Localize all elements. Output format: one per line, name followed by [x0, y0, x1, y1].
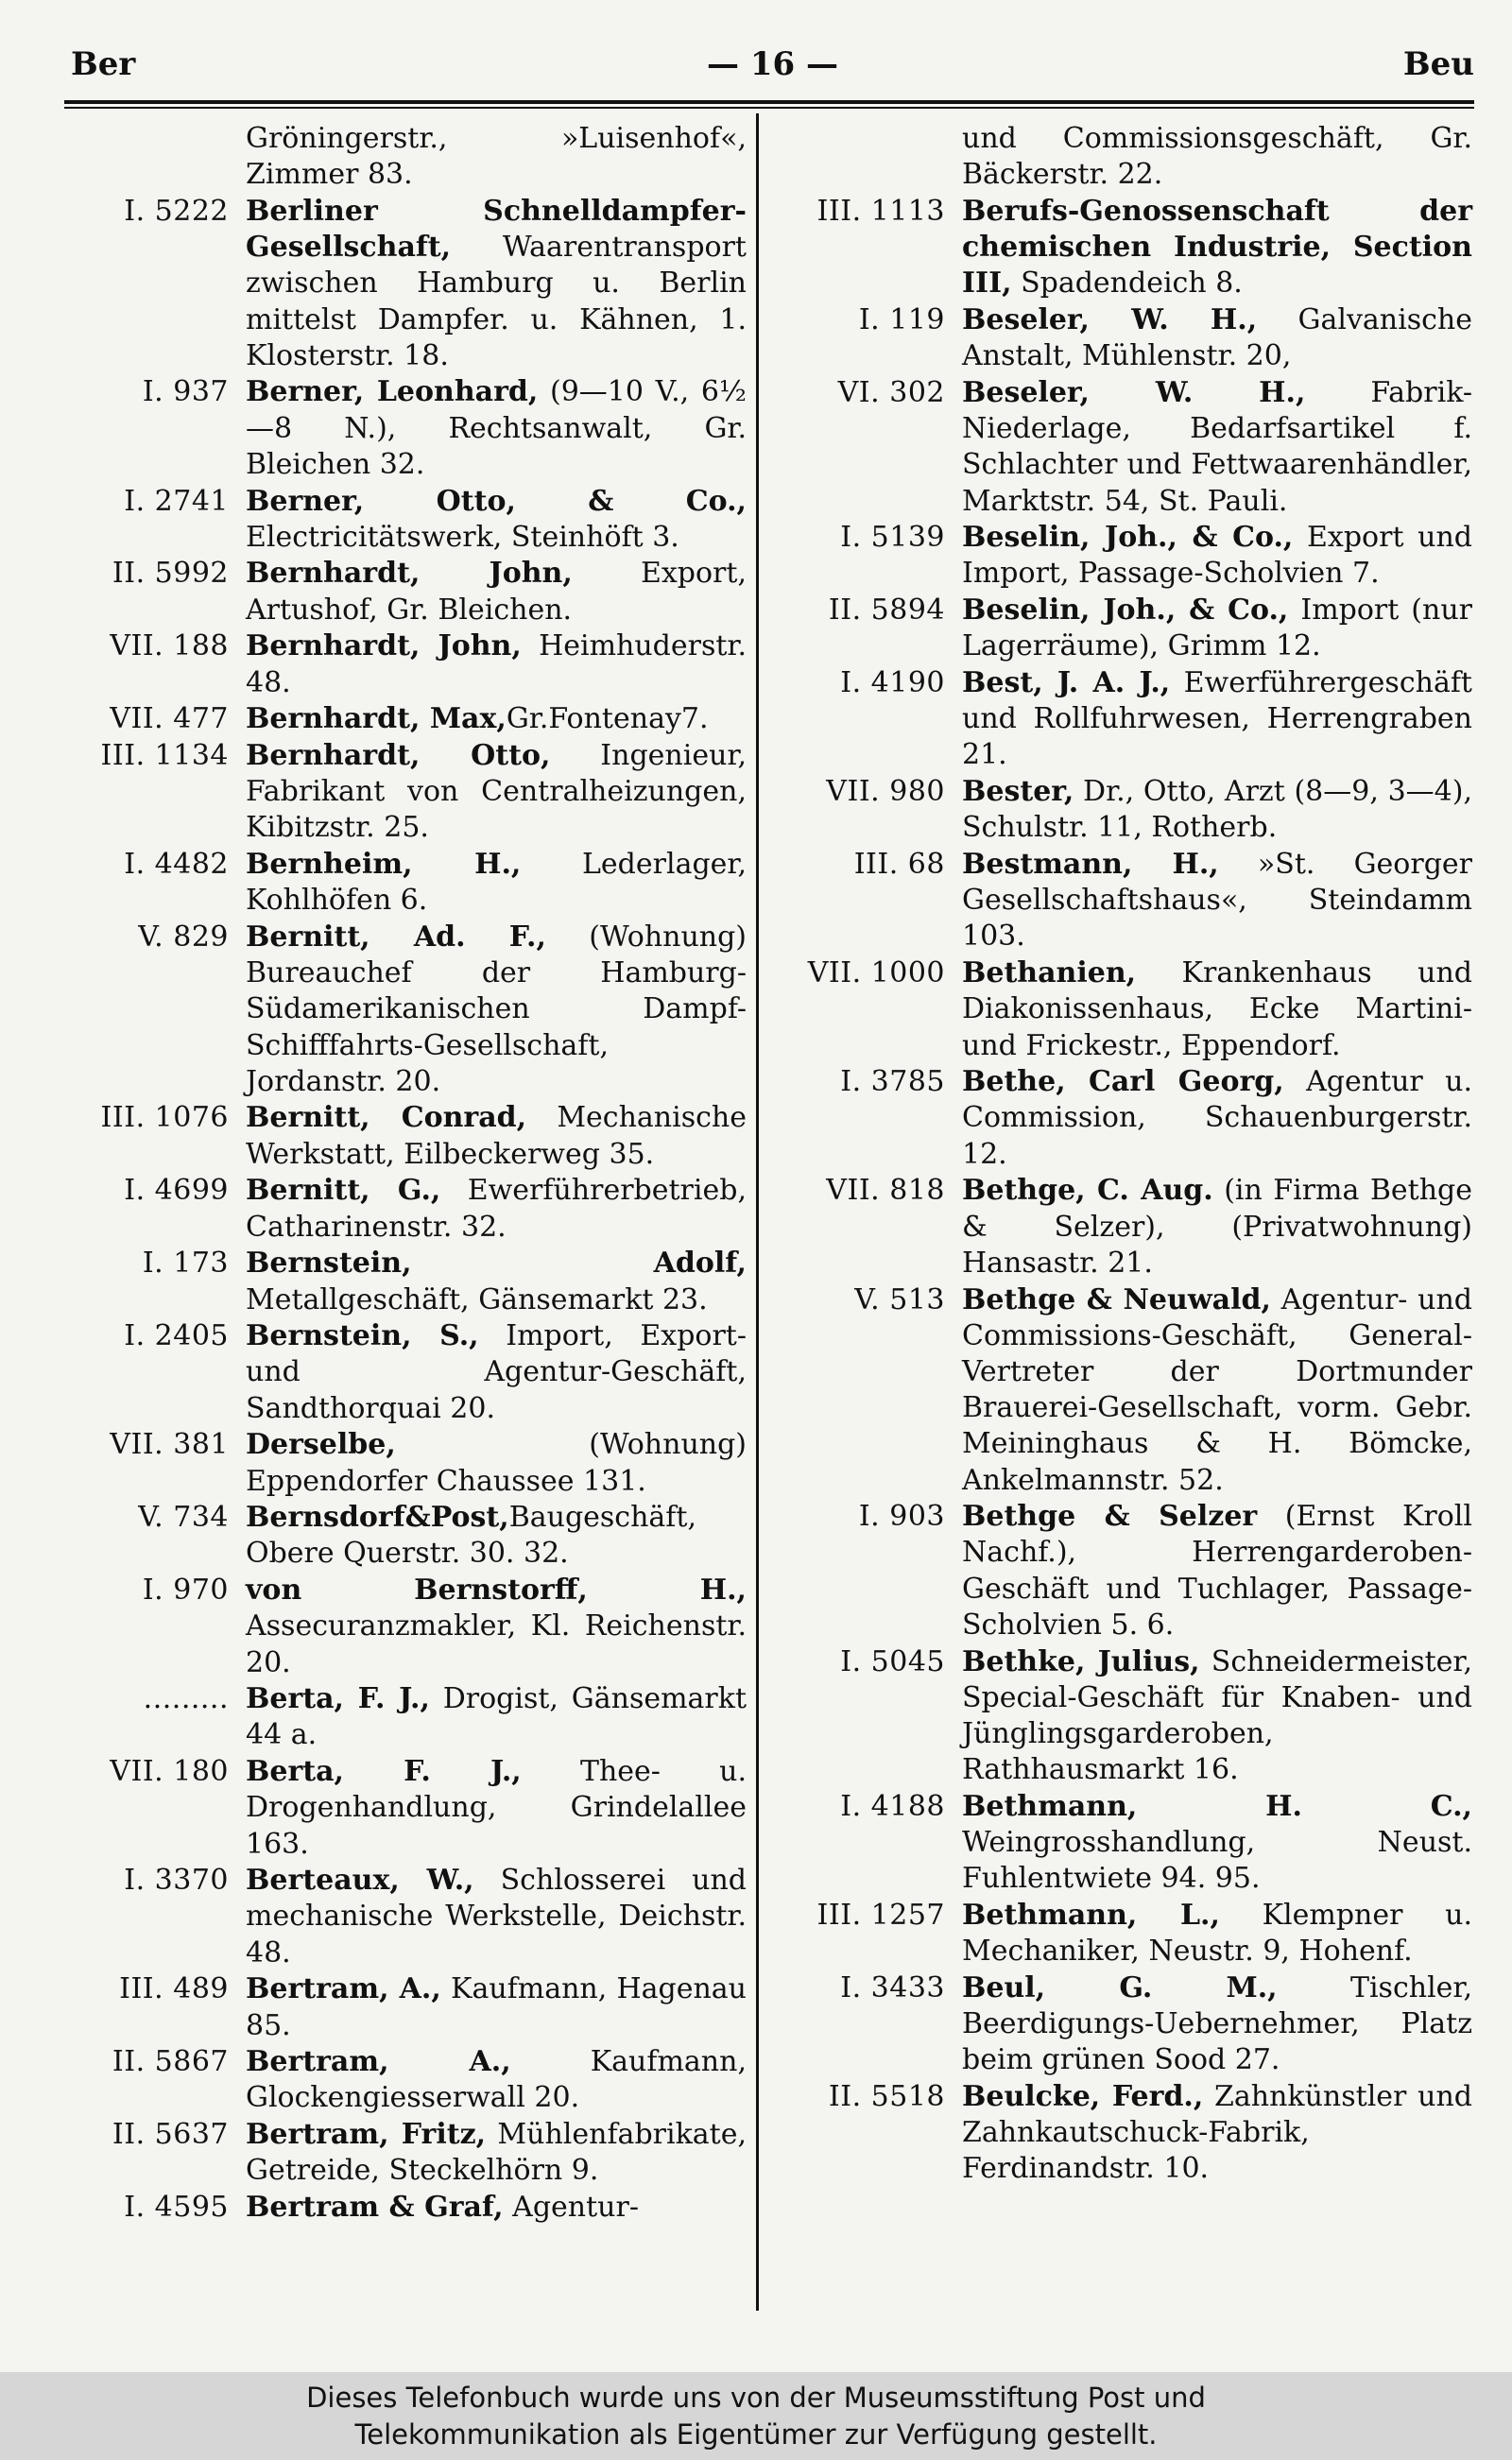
footer-line-1: Dieses Telefonbuch wurde uns von der Museumsstiftung Post und — [306, 2382, 1206, 2414]
directory-entry — [773, 665, 1472, 774]
phone-number: VII. 477 — [110, 702, 229, 736]
entry-details: Agentur- — [503, 2191, 639, 2225]
phone-number: I. 4699 — [124, 1174, 229, 1208]
directory-entry — [57, 1427, 747, 1499]
entry-text — [246, 1971, 747, 2043]
entry-text — [246, 1427, 747, 1499]
phone-number: I. 5222 — [124, 194, 229, 228]
directory-entry — [57, 1971, 747, 2043]
phone-number: V. 734 — [138, 1501, 229, 1535]
entry-details: (Wohnung) Eppendorfer Chaussee 131. — [246, 1428, 747, 1498]
directory-entry — [773, 593, 1472, 664]
phone-number: II. 5894 — [828, 593, 945, 628]
entry-details: Assecuranzmakler, Kl. Reichenstr. 20. — [246, 1609, 747, 1679]
directory-entry — [57, 484, 747, 556]
entry-name: Bethe, Carl Georg, — [962, 1065, 1284, 1099]
directory-entry — [57, 1754, 747, 1863]
entry-name: Berufs-Genossenschaft der chemischen Industrie, Section III, — [962, 194, 1472, 301]
entry-details: Waarentransport zwischen Hamburg u. Berlin mittelst Dampfer. u. Kähnen, 1. Klosterstr. 18. — [246, 231, 747, 372]
phone-number: I. 4595 — [124, 2191, 229, 2225]
entry-details: Gr.Fontenay7. — [506, 702, 709, 736]
entry-name: Bester, — [962, 775, 1074, 809]
phone-number: VI. 302 — [837, 375, 945, 409]
entry-name: Beseler, W. H., — [962, 375, 1306, 409]
phone-number: V. 513 — [854, 1282, 945, 1316]
entry-name: von Bernstorff, H., — [246, 1574, 747, 1608]
header-left-keyword: Ber — [71, 45, 136, 83]
phone-number: I. 5045 — [840, 1644, 945, 1678]
entry-details: Tischler, Beerdigungs-Uebernehmer, Platz beim grünen Sood 27. — [962, 1970, 1473, 2077]
directory-entry — [773, 847, 1472, 955]
entry-text — [246, 1573, 747, 1681]
directory-entry — [57, 2190, 747, 2226]
entry-details: Mühlenfabrikate, Getreide, Steckelhörn 9. — [246, 2118, 747, 2188]
directory-entry — [773, 774, 1472, 846]
entry-name: Bernstein, Adolf, — [246, 1247, 747, 1281]
entry-details: Galvanische Anstalt, Mühlenstr. 20, — [962, 303, 1472, 373]
entry-details: Metallgeschäft, Gänsemarkt 23. — [246, 1282, 708, 1316]
directory-entry — [773, 955, 1472, 1064]
entry-text — [246, 374, 747, 483]
directory-entry — [57, 847, 747, 919]
entry-details: Lederlager, Kohlhöfen 6. — [246, 848, 747, 918]
directory-entry — [57, 1173, 747, 1245]
entry-details: Export, Artushof, Gr. Bleichen. — [246, 557, 747, 627]
entry-name: Bethmann, H. C., — [962, 1789, 1472, 1823]
entry-details: Import, Export- und Agentur-Geschäft, Sandthorquai 20. — [246, 1319, 747, 1425]
entry-text — [962, 302, 1472, 374]
entry-name: Bernhardt, Max, — [246, 702, 507, 736]
entry-details: Schlosserei und mechanische Werkstelle, Deichstr. 48. — [246, 1864, 747, 1970]
phone-number — [773, 121, 962, 193]
entry-name: Bernheim, H., — [246, 848, 522, 882]
directory-entry — [57, 2117, 747, 2189]
entry-details: Ingenieur, Fabrikant von Centralheizungen, Kibitzstr. 25. — [246, 738, 747, 845]
phone-number: II. 5518 — [828, 2079, 945, 2113]
phone-number: I. 173 — [142, 1247, 229, 1281]
phone-number: I. 4482 — [124, 848, 229, 882]
entry-name: Bernitt, Ad. F., — [246, 920, 546, 954]
entry-name: Berteaux, W., — [246, 1864, 474, 1898]
phone-number: II. 5992 — [112, 557, 229, 591]
entry-text — [246, 1681, 747, 1753]
entry-name: Bertram, A., — [246, 1972, 441, 2006]
entry-text — [962, 1898, 1472, 1970]
entry-text — [246, 920, 747, 1100]
page-header — [71, 45, 1474, 95]
entry-text — [246, 738, 747, 847]
entry-name: Bethge, C. Aug. — [962, 1174, 1213, 1208]
phone-number: I. 970 — [142, 1574, 229, 1608]
entry-details: Electricitätswerk, Steinhöft 3. — [246, 520, 679, 554]
entry-details: Thee- u. Drogenhandlung, Grindelallee 163. — [246, 1755, 747, 1861]
entry-name: Beul, G. M., — [962, 1970, 1278, 2004]
header-rule-thin — [64, 107, 1474, 109]
header-right-keyword: Beu — [1402, 45, 1474, 83]
entry-details: Weingrosshandlung, Neust. Fuhlentwiete 94. 95. — [962, 1826, 1472, 1896]
directory-entry — [57, 121, 747, 193]
phone-number: ......... — [143, 1682, 229, 1716]
directory-entry — [773, 121, 1472, 193]
entry-details: (Ernst Kroll Nachf.), Herrengarderoben-Geschäft und Tuchlager, Passage-Scholvien 5. 6. — [962, 1500, 1472, 1642]
directory-entry — [57, 1681, 747, 1753]
entry-details: Kaufmann, Hagenau 85. — [246, 1972, 747, 2042]
entry-text — [962, 1173, 1472, 1282]
phone-number — [57, 121, 246, 193]
entry-text — [246, 1754, 747, 1863]
phone-number: III. 489 — [119, 1972, 229, 2006]
entry-name: Bernsdorf&Post, — [246, 1501, 509, 1535]
entry-text — [246, 2190, 747, 2226]
entry-text — [246, 1100, 747, 1172]
entry-text — [962, 593, 1472, 664]
entry-text — [246, 484, 747, 556]
entry-text — [246, 1246, 747, 1317]
entry-name: Bertram & Graf, — [246, 2191, 504, 2225]
phone-number: I. 937 — [142, 375, 229, 409]
entry-details: Ewerführerbetrieb, Catharinenstr. 32. — [246, 1174, 747, 1244]
entry-details: und Commissionsgeschäft, Gr. Bäckerstr. 22. — [962, 122, 1472, 192]
phone-number: I. 2405 — [124, 1319, 229, 1353]
phone-number: VII. 818 — [826, 1174, 945, 1208]
phone-number: III. 1134 — [100, 738, 229, 772]
directory-entry — [57, 1318, 747, 1427]
entry-name: Bestmann, H., — [962, 848, 1219, 882]
entry-details: Kaufmann, Glockengiesserwall 20. — [246, 2045, 747, 2115]
phone-number: VII. 180 — [110, 1755, 229, 1789]
entry-name: Best, J. A. J., — [962, 666, 1171, 700]
entry-details: Fabrik-Niederlage, Bedarfsartikel f. Schlachter und Fettwaarenhändler, Marktstr. 54, St. Pauli. — [962, 375, 1472, 518]
page-number: — 16 — — [707, 45, 838, 83]
entry-details: Heimhuderstr. 48. — [246, 629, 747, 699]
entry-name: Bethge & Neuwald, — [962, 1282, 1271, 1316]
entry-text — [962, 121, 1472, 193]
entry-text — [962, 1499, 1472, 1643]
entry-details: (9—10 V., 6½—8 N.), Rechtsanwalt, Gr. Bleichen 32. — [246, 375, 747, 481]
phone-number: VII. 1000 — [807, 956, 945, 990]
phone-number: I. 3785 — [840, 1065, 945, 1099]
directory-entry — [773, 302, 1472, 374]
entry-details: Spadendeich 8. — [1011, 267, 1243, 301]
phone-number: II. 5867 — [112, 2045, 229, 2079]
phone-number: I. 903 — [858, 1500, 945, 1534]
entry-details: (Wohnung) Bureauchef der Hamburg-Südamerikanischen Dampf-Schifffahrts-Gesellschaft, Jordanstr. 20. — [246, 920, 747, 1098]
directory-entry — [773, 1499, 1472, 1643]
entry-text — [246, 1500, 747, 1572]
header-rule — [64, 100, 1474, 104]
entry-details: Import (nur Lagerräume), Grimm 12. — [962, 593, 1472, 663]
directory-entry — [773, 1898, 1472, 1970]
entry-text — [246, 1863, 747, 1971]
directory-entry — [57, 701, 747, 737]
directory-entry — [773, 2079, 1472, 2188]
entry-name: Beselin, Joh., & Co., — [962, 521, 1294, 555]
footer-line-2: Telekommunikation als Eigentümer zur Verfügung gestellt. — [354, 2418, 1158, 2451]
directory-entry — [773, 1282, 1472, 1499]
phone-number: I. 4190 — [840, 666, 945, 700]
entry-text — [962, 774, 1472, 846]
entry-details: Drogist, Gänsemarkt 44 a. — [246, 1682, 747, 1752]
entry-name: Berta, F. J., — [246, 1682, 430, 1716]
entry-details: Agentur u. Commission, Schauenburgerstr. 12. — [962, 1065, 1472, 1171]
entry-name: Bethge & Selzer — [962, 1500, 1258, 1534]
entry-text — [246, 847, 747, 919]
phone-number: III. 1113 — [816, 194, 945, 228]
entry-name: Bethanien, — [962, 956, 1137, 990]
entry-text — [246, 194, 747, 374]
entry-details: Dr., Otto, Arzt (8—9, 3—4), Schulstr. 11, Rotherb. — [962, 775, 1472, 845]
entry-name: Beulcke, Ferd., — [962, 2079, 1204, 2113]
phone-number: VII. 381 — [110, 1428, 229, 1462]
phone-number: I. 4188 — [840, 1789, 945, 1823]
right-column — [773, 121, 1472, 2188]
directory-entry — [773, 1789, 1472, 1898]
entry-name: Bertram, Fritz, — [246, 2118, 487, 2152]
entry-details: Krankenhaus und Diakonissenhaus, Ecke Martini- und Frickestr., Eppendorf. — [962, 956, 1472, 1062]
entry-details: Mechanische Werkstatt, Eilbeckerweg 35. — [246, 1101, 747, 1171]
phone-number: I. 3370 — [124, 1864, 229, 1898]
entry-text — [962, 955, 1472, 1064]
entry-details: Zahnkünstler und Zahnkautschuck-Fabrik, Ferdinandstr. 10. — [962, 2079, 1472, 2186]
directory-entry — [57, 374, 747, 483]
directory-entry — [57, 1100, 747, 1172]
directory-entry — [57, 1863, 747, 1971]
directory-entry — [773, 1064, 1472, 1173]
directory-entry — [57, 920, 747, 1100]
entry-text — [962, 1064, 1472, 1173]
directory-entry — [773, 520, 1472, 592]
directory-entry — [57, 738, 747, 847]
directory-entry — [57, 1573, 747, 1681]
entry-name: Bertram, A., — [246, 2045, 511, 2079]
entry-text — [246, 2044, 747, 2116]
directory-entry — [57, 194, 747, 374]
entry-text — [246, 556, 747, 628]
left-column — [57, 121, 747, 2227]
entry-text — [962, 375, 1472, 520]
entry-text — [246, 2117, 747, 2189]
entry-name: Bernhardt, John, — [246, 557, 573, 591]
entry-name: Bernhardt, John, — [246, 629, 522, 663]
phone-number: II. 5637 — [112, 2118, 229, 2152]
footer-note — [0, 2372, 1512, 2460]
entry-text — [962, 194, 1472, 302]
entry-details: Klempner u. Mechaniker, Neustr. 9, Hohenf. — [962, 1898, 1472, 1969]
entry-details: Ewerführergeschäft und Rollfuhrwesen, Herrengraben 21. — [962, 666, 1472, 772]
phone-number: I. 5139 — [840, 521, 945, 555]
directory-entry — [57, 628, 747, 700]
entry-name: Bernhardt, Otto, — [246, 738, 551, 772]
directory-entry — [57, 2044, 747, 2116]
entry-text — [962, 2079, 1472, 2188]
entry-name: Derselbe, — [246, 1428, 396, 1462]
directory-entry — [57, 1246, 747, 1317]
directory-entry — [773, 1970, 1472, 2079]
entry-name: Beseler, W. H., — [962, 303, 1258, 337]
entry-details: Agentur- und Commissions-Geschäft, General-Vertreter der Dortmunder Brauerei-Gesellschaft, vorm. Gebr. Meininghaus & H. Bömcke, Ankelmannstr. 52. — [962, 1282, 1472, 1497]
phone-number: I. 3433 — [840, 1970, 945, 2004]
phone-number: I. 119 — [858, 303, 945, 337]
entry-details: (in Firma Bethge & Selzer), (Privatwohnung) Hansastr. 21. — [962, 1174, 1473, 1280]
directory-entry — [773, 1173, 1472, 1282]
entry-name: Bernitt, G., — [246, 1174, 441, 1208]
entry-text — [962, 520, 1472, 592]
entry-text — [246, 628, 747, 700]
entry-details: »St. Georger Gesellschaftshaus«, Steindamm 103. — [962, 848, 1472, 954]
entry-details: Baugeschäft, Obere Querstr. 30. 32. — [246, 1501, 696, 1571]
entry-text — [246, 1173, 747, 1245]
entry-text — [962, 1644, 1472, 1789]
entry-name: Bernitt, Conrad, — [246, 1101, 527, 1135]
entry-text — [962, 1970, 1472, 2079]
entry-details: Export und Import, Passage-Scholvien 7. — [962, 521, 1472, 591]
column-divider — [756, 113, 759, 2311]
entry-name: Beselin, Joh., & Co., — [962, 593, 1289, 628]
entry-text — [246, 701, 747, 737]
entry-name: Berner, Leonhard, — [246, 375, 539, 409]
directory-entry — [773, 375, 1472, 520]
directory-entry — [57, 556, 747, 628]
entry-text — [246, 1318, 747, 1427]
entry-name: Bethmann, L., — [962, 1898, 1220, 1932]
entry-details: Gröningerstr., »Luisenhof«, Zimmer 83. — [246, 122, 747, 192]
entry-text — [962, 1789, 1472, 1898]
directory-entry — [773, 194, 1472, 302]
directory-entry — [57, 1500, 747, 1572]
phone-number: III. 1076 — [100, 1101, 229, 1135]
directory-entry — [773, 1644, 1472, 1789]
entry-text — [246, 121, 747, 193]
phone-number: VII. 188 — [110, 629, 229, 663]
entry-text — [962, 665, 1472, 774]
phone-number: V. 829 — [138, 920, 229, 954]
entry-name: Bernstein, S., — [246, 1319, 479, 1353]
entry-name: Berner, Otto, & Co., — [246, 484, 747, 518]
phone-number: I. 2741 — [124, 484, 229, 518]
phone-number: III. 1257 — [816, 1898, 945, 1932]
entry-name: Berta, F. J., — [246, 1755, 522, 1789]
entry-details: Schneidermeister, Special-Geschäft für Knaben- und Jünglingsgarderoben, Rathhausmarkt 16. — [962, 1644, 1472, 1787]
entry-name: Bethke, Julius, — [962, 1644, 1200, 1678]
entry-text — [962, 847, 1472, 955]
entry-text — [962, 1282, 1472, 1499]
phone-number: III. 68 — [853, 848, 945, 882]
entry-name: Berliner Schnelldampfer-Gesellschaft, — [246, 194, 747, 265]
phone-number: VII. 980 — [826, 775, 945, 809]
